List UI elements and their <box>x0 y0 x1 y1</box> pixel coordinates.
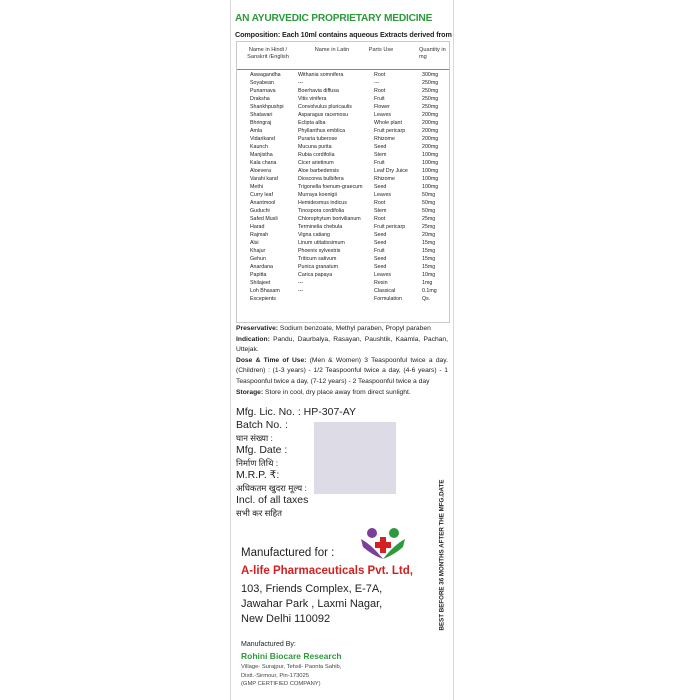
cell-part-used: Seed <box>374 184 387 190</box>
cell-latin-name: Eclipta alba <box>298 120 326 126</box>
cell-hindi-name: Curry leaf <box>250 192 273 198</box>
cell-latin-name: Boerhavia diffusa <box>298 88 339 94</box>
cell-part-used: Rhizome <box>374 136 395 142</box>
best-before-text: BEST BEFORE 36 MONTHS AFTER THE MFG.DATE <box>438 479 446 631</box>
table-row <box>237 271 449 279</box>
cell-part-used: Fruit <box>374 96 385 102</box>
cell-hindi-name: Shatavari <box>250 112 273 118</box>
cell-hindi-name: Harad <box>250 224 265 230</box>
preservative-label: Preservative: <box>236 325 279 332</box>
table-row <box>237 167 449 175</box>
manufactured-by-label: Manufactured By: <box>241 641 296 648</box>
manufacturer-name: Rohini Biocare Research <box>241 651 342 661</box>
cell-part-used: Resin <box>374 280 388 286</box>
cell-latin-name: Withania somnifera <box>298 72 344 78</box>
table-header <box>237 44 449 70</box>
table-row <box>237 223 449 231</box>
table-row <box>237 175 449 183</box>
dose-label: Dose & Time of Use: <box>236 356 307 364</box>
table-row <box>237 87 449 95</box>
medicine-label <box>230 0 454 700</box>
cell-quantity: 100mg <box>422 160 439 166</box>
cell-quantity: 50mg <box>422 200 436 206</box>
cell-part-used: Fruit pericarp <box>374 224 406 230</box>
cell-quantity: 250mg <box>422 88 439 94</box>
cell-part-used: Seed <box>374 232 387 238</box>
table-row <box>237 263 449 271</box>
cell-latin-name: Linum utitatissimum <box>298 240 345 246</box>
mrp: M.R.P. ₹: <box>236 469 280 481</box>
cell-part-used: Whole plant <box>374 120 402 126</box>
cell-quantity: 25mg <box>422 224 436 230</box>
header-hindi: Name in Hindi / Sanskrit /English <box>247 47 289 60</box>
cell-hindi-name: Shilajeet <box>250 280 271 286</box>
cell-quantity: 200mg <box>422 128 439 134</box>
cell-latin-name: --- <box>298 280 304 286</box>
storage-line <box>236 388 448 399</box>
cell-part-used: Leaves <box>374 272 392 278</box>
cell-part-used: Root <box>374 200 386 206</box>
cell-quantity: 1mg <box>422 280 433 286</box>
cell-hindi-name: Vidarikand <box>250 136 275 142</box>
cell-part-used: Leaves <box>374 112 392 118</box>
cell-part-used: Fruit <box>374 248 385 254</box>
address-line: 103, Friends Complex, E-7A, <box>241 583 383 595</box>
cell-part-used: Formulation <box>374 296 402 302</box>
cell-hindi-name: Safed Musli <box>250 216 278 222</box>
cell-quantity: 50mg <box>422 208 436 214</box>
cell-hindi-name: Methi <box>250 184 263 190</box>
address-line: Jawahar Park , Laxmi Nagar, <box>241 597 383 610</box>
cell-hindi-name: Draksha <box>250 96 270 102</box>
cell-quantity: 200mg <box>422 120 439 126</box>
table-row <box>237 215 449 223</box>
cell-part-used: --- <box>374 80 380 86</box>
manufacturer-address-line: Village- Surajpur, Tehsil- Paonta Sahib, <box>241 664 342 670</box>
table-body <box>237 71 449 303</box>
cell-quantity: Qs. <box>422 296 431 302</box>
header-quantity: Quantity in mg <box>419 47 446 60</box>
cell-quantity: 10mg <box>422 272 436 278</box>
cell-latin-name: Tinospora cordifolia <box>298 208 345 214</box>
cell-latin-name: --- <box>298 288 304 294</box>
cell-hindi-name: Soyabean <box>250 80 274 86</box>
manufacturer-address <box>241 663 341 689</box>
cell-quantity: 300mg <box>422 72 439 78</box>
cell-quantity: 0.1mg <box>422 288 437 294</box>
blank-stamp-area <box>314 422 396 494</box>
table-row <box>237 111 449 119</box>
cell-hindi-name: Shankhpushpi <box>250 104 284 110</box>
cell-latin-name: Convolvulus pluricaulis <box>298 104 352 110</box>
manufactured-for-label: Manufactured for : <box>241 547 335 559</box>
mfg-lic-no: Mfg. Lic. No. : HP-307-AY <box>236 406 357 418</box>
cell-part-used: Seed <box>374 240 387 246</box>
table-row <box>237 95 449 103</box>
cell-hindi-name: Khajur <box>250 248 266 254</box>
cell-quantity: 100mg <box>422 152 439 158</box>
table-row <box>237 247 449 255</box>
table-row <box>237 79 449 87</box>
cell-quantity: 25mg <box>422 216 436 222</box>
cell-hindi-name: Varahi kand <box>250 176 278 182</box>
manufacturer-address-line: Distt.-Sirmour, Pin-173025 <box>241 672 309 679</box>
cell-quantity: 250mg <box>422 80 439 86</box>
info-section <box>236 324 448 398</box>
cell-quantity: 15mg <box>422 264 436 270</box>
batch-no-hindi: घान संख्या : <box>236 433 273 443</box>
cell-quantity: 15mg <box>422 256 436 262</box>
cell-hindi-name: Anantmool <box>250 200 276 206</box>
address-line: New Delhi 110092 <box>241 612 331 625</box>
cell-hindi-name: Rajmah <box>250 232 269 238</box>
table-row <box>237 151 449 159</box>
indication-label: Indication: <box>236 335 270 343</box>
cell-part-used: Seed <box>374 256 387 262</box>
cell-quantity: 100mg <box>422 176 439 182</box>
cell-part-used: Classical <box>374 288 396 294</box>
cell-hindi-name: Excepients <box>250 296 276 302</box>
preservative-text: Sodium benzoate, Methyl paraben, Propyl paraben <box>278 325 431 332</box>
cell-latin-name: Chlorophytum borivilianum <box>298 216 361 222</box>
table-row <box>237 183 449 191</box>
cell-part-used: Stem <box>374 208 387 214</box>
cell-latin-name: Cicer arietinum <box>298 160 334 166</box>
cell-part-used: Leaf Dry Juice <box>374 168 408 174</box>
cell-latin-name: Vigna catiang <box>298 232 331 238</box>
cell-latin-name: Carica papaya <box>298 272 333 278</box>
cell-hindi-name: Manjistha <box>250 152 273 158</box>
cell-hindi-name: Bhringraj <box>250 120 272 126</box>
cell-part-used: Root <box>374 88 386 94</box>
table-row <box>237 119 449 127</box>
cell-hindi-name: Gehun <box>250 256 266 262</box>
manufacturer-address-line: (GMP CERTIFIED COMPANY) <box>241 681 321 687</box>
composition-table <box>236 41 450 323</box>
table-row <box>237 231 449 239</box>
cell-part-used: Seed <box>374 264 387 270</box>
cell-latin-name: Hemidesmus indicus <box>298 200 347 206</box>
table-row <box>237 199 449 207</box>
mrp-hindi: अधिकतम खुदरा मूल्य : <box>236 483 307 493</box>
cell-latin-name: Puraria tuberose <box>298 136 338 142</box>
cell-quantity: 20mg <box>422 232 436 238</box>
cell-hindi-name: Punarnava <box>250 88 276 94</box>
cell-quantity: 200mg <box>422 136 439 142</box>
indication-text: Pandu, Daurbalya, Rasayan, Paushtik, Kaamla, Pachan, Uttejak. <box>236 335 448 354</box>
cell-latin-name: Phyllanthus emblica <box>298 128 346 134</box>
cell-latin-name: --- <box>298 80 304 86</box>
cell-hindi-name: Loh Bhasam <box>250 288 280 294</box>
cell-hindi-name: Kaunch <box>250 144 268 150</box>
preservative-line <box>236 324 448 335</box>
cell-quantity: 100mg <box>422 168 439 174</box>
company-name: A-life Pharmaceuticals Pvt. Ltd, <box>241 565 413 577</box>
cell-hindi-name: Guduchi <box>250 208 270 214</box>
company-logo-icon <box>358 525 408 567</box>
cell-latin-name: Vitis vinifera <box>298 96 327 102</box>
table-row <box>237 143 449 151</box>
table-row <box>237 287 449 295</box>
incl-taxes-hindi: सभी कर सहित <box>236 508 282 518</box>
cell-quantity: 15mg <box>422 248 436 254</box>
table-row <box>237 239 449 247</box>
cell-latin-name: Mucuna purita <box>298 144 332 150</box>
cell-quantity: 200mg <box>422 144 439 150</box>
cell-part-used: Stem <box>374 152 387 158</box>
cell-quantity: 200mg <box>422 112 439 118</box>
cell-part-used: Fruit <box>374 160 385 166</box>
cell-latin-name: Aloe barbedensis <box>298 168 339 174</box>
dose-text: (Men & Women) 3 Teaspoonful twice a day. (Children) : (1-3 years) - 1/2 Teaspoonful twice a day, (4-6 years) - 1 Teaspoonful twice a day, (7-12 years) - 2 Teaspoonful twice a day <box>236 356 448 385</box>
table-row <box>237 127 449 135</box>
cell-hindi-name: Aloevera <box>250 168 271 174</box>
table-row <box>237 191 449 199</box>
label-title: AN AYURVEDIC PROPRIETARY MEDICINE <box>235 13 433 24</box>
cell-quantity: 50mg <box>422 192 436 198</box>
cell-latin-name: Trigonella foenum-graecum <box>298 184 363 190</box>
storage-text: Store in cool, dry place away from direct sunlight. <box>263 388 411 396</box>
cell-latin-name: Phoenix sylvestris <box>298 248 341 254</box>
cell-part-used: Root <box>374 72 386 78</box>
cell-hindi-name: Kala chana <box>250 160 277 166</box>
table-row <box>237 207 449 215</box>
cell-latin-name: Punica granatum <box>298 264 339 270</box>
cell-quantity: 15mg <box>422 240 436 246</box>
cell-quantity: 250mg <box>422 104 439 110</box>
indication-line <box>236 335 448 356</box>
mfg-details <box>236 406 448 519</box>
cell-part-used: Rhizome <box>374 176 395 182</box>
cell-hindi-name: Amla <box>250 128 263 134</box>
incl-taxes: Incl. of all taxes <box>236 494 309 506</box>
mfg-date: Mfg. Date : <box>236 444 288 456</box>
table-row <box>237 279 449 287</box>
cell-hindi-name: Aswagandha <box>250 72 281 78</box>
cell-part-used: Leaves <box>374 192 392 198</box>
cell-hindi-name: Anardana <box>250 264 273 270</box>
batch-no: Batch No. : <box>236 419 288 431</box>
best-before-note <box>436 425 448 685</box>
composition-heading: Composition: Each 10ml contains aqueous Extracts derived from <box>235 30 452 39</box>
table-row <box>237 255 449 263</box>
cell-latin-name: Rubia cordifolia <box>298 152 335 158</box>
cell-latin-name: Murraya koenigii <box>298 192 337 198</box>
cell-part-used: Fruit pericarp <box>374 128 406 134</box>
table-row <box>237 103 449 111</box>
cell-hindi-name: Papitta <box>250 272 267 278</box>
cell-latin-name: Terminelia chebula <box>298 224 343 230</box>
table-row <box>237 295 449 303</box>
table-row <box>237 159 449 167</box>
cell-part-used: Flower <box>374 104 390 110</box>
table-row <box>237 135 449 143</box>
header-latin: Name in Latin <box>314 47 350 53</box>
cell-latin-name: Dioscorea bulbifera <box>298 176 344 182</box>
cell-part-used: Seed <box>374 144 387 150</box>
mfg-date-hindi: निर्माण तिथि : <box>236 458 279 468</box>
header-parts: Parts Use <box>368 47 394 53</box>
cell-latin-name: Triticum sativum <box>298 256 337 262</box>
dose-line <box>236 356 448 388</box>
cell-part-used: Root <box>374 216 386 222</box>
storage-label: Storage: <box>236 388 264 396</box>
cell-quantity: 100mg <box>422 184 439 190</box>
table-row <box>237 71 449 79</box>
cell-quantity: 250mg <box>422 96 439 102</box>
company-address <box>241 582 382 626</box>
cell-latin-name: Asparagus racemosu <box>298 112 349 118</box>
cell-hindi-name: Alsi <box>250 240 259 246</box>
